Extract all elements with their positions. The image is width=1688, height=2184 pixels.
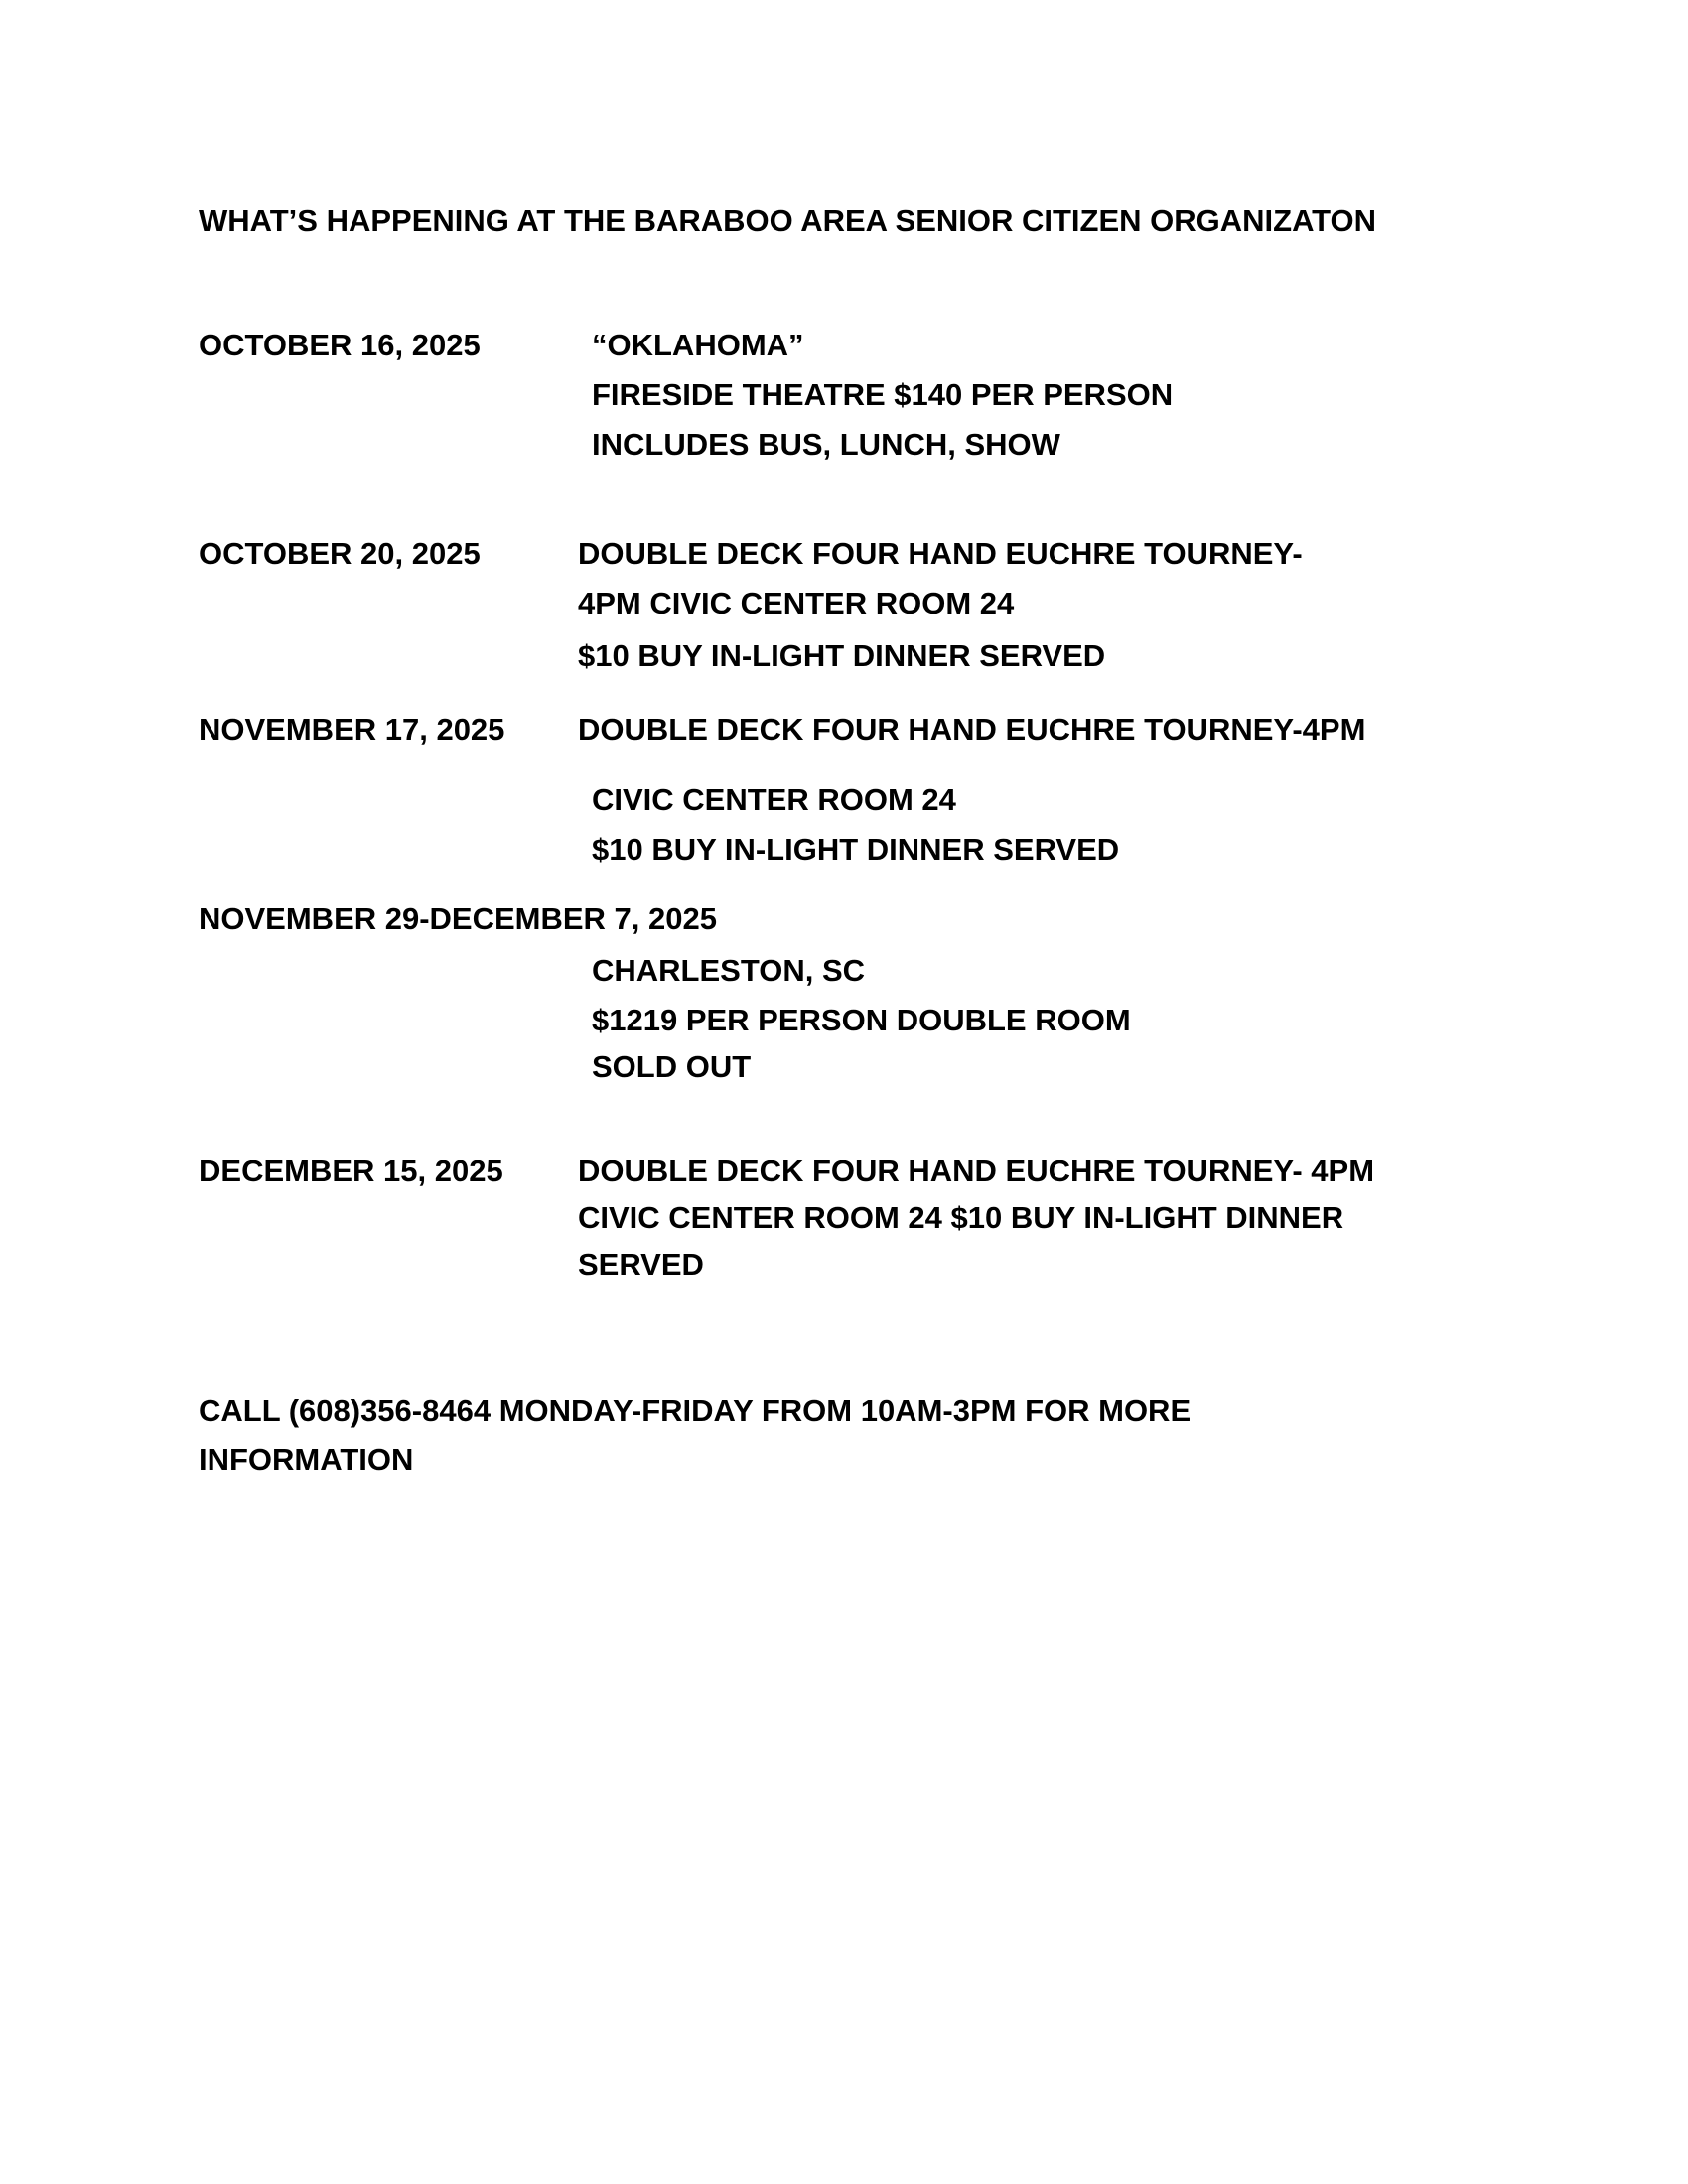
event-detail: SERVED [578, 1247, 704, 1282]
event-detail: CHARLESTON, SC [592, 953, 866, 988]
event-detail: INCLUDES BUS, LUNCH, SHOW [592, 427, 1060, 462]
page-title: WHAT’S HAPPENING AT THE BARABOO AREA SENIOR CITIZEN ORGANIZATON [199, 204, 1377, 238]
contact-info: CALL (608)356-8464 MONDAY-FRIDAY FROM 10AM-3PM FOR MORE [199, 1393, 1192, 1428]
event-detail: CIVIC CENTER ROOM 24 [592, 782, 956, 817]
event-detail: $10 BUY IN-LIGHT DINNER SERVED [578, 638, 1106, 673]
event-detail: “OKLAHOMA” [592, 328, 804, 362]
event-detail: DOUBLE DECK FOUR HAND EUCHRE TOURNEY- [578, 536, 1303, 571]
event-date: DECEMBER 15, 2025 [199, 1154, 503, 1188]
event-detail: $10 BUY IN-LIGHT DINNER SERVED [592, 832, 1120, 867]
event-detail: $1219 PER PERSON DOUBLE ROOM [592, 1003, 1131, 1037]
contact-info: INFORMATION [199, 1442, 414, 1477]
event-date: OCTOBER 20, 2025 [199, 536, 481, 571]
event-date: OCTOBER 16, 2025 [199, 328, 481, 362]
event-date: NOVEMBER 17, 2025 [199, 712, 505, 747]
event-detail: DOUBLE DECK FOUR HAND EUCHRE TOURNEY- 4PM [578, 1154, 1375, 1188]
event-detail: CIVIC CENTER ROOM 24 $10 BUY IN-LIGHT DINNER [578, 1200, 1344, 1235]
event-detail: DOUBLE DECK FOUR HAND EUCHRE TOURNEY-4PM [578, 712, 1366, 747]
event-date: NOVEMBER 29-DECEMBER 7, 2025 [199, 901, 717, 936]
event-detail: SOLD OUT [592, 1049, 752, 1084]
event-detail: FIRESIDE THEATRE $140 PER PERSON [592, 377, 1174, 412]
event-detail: 4PM CIVIC CENTER ROOM 24 [578, 586, 1015, 620]
